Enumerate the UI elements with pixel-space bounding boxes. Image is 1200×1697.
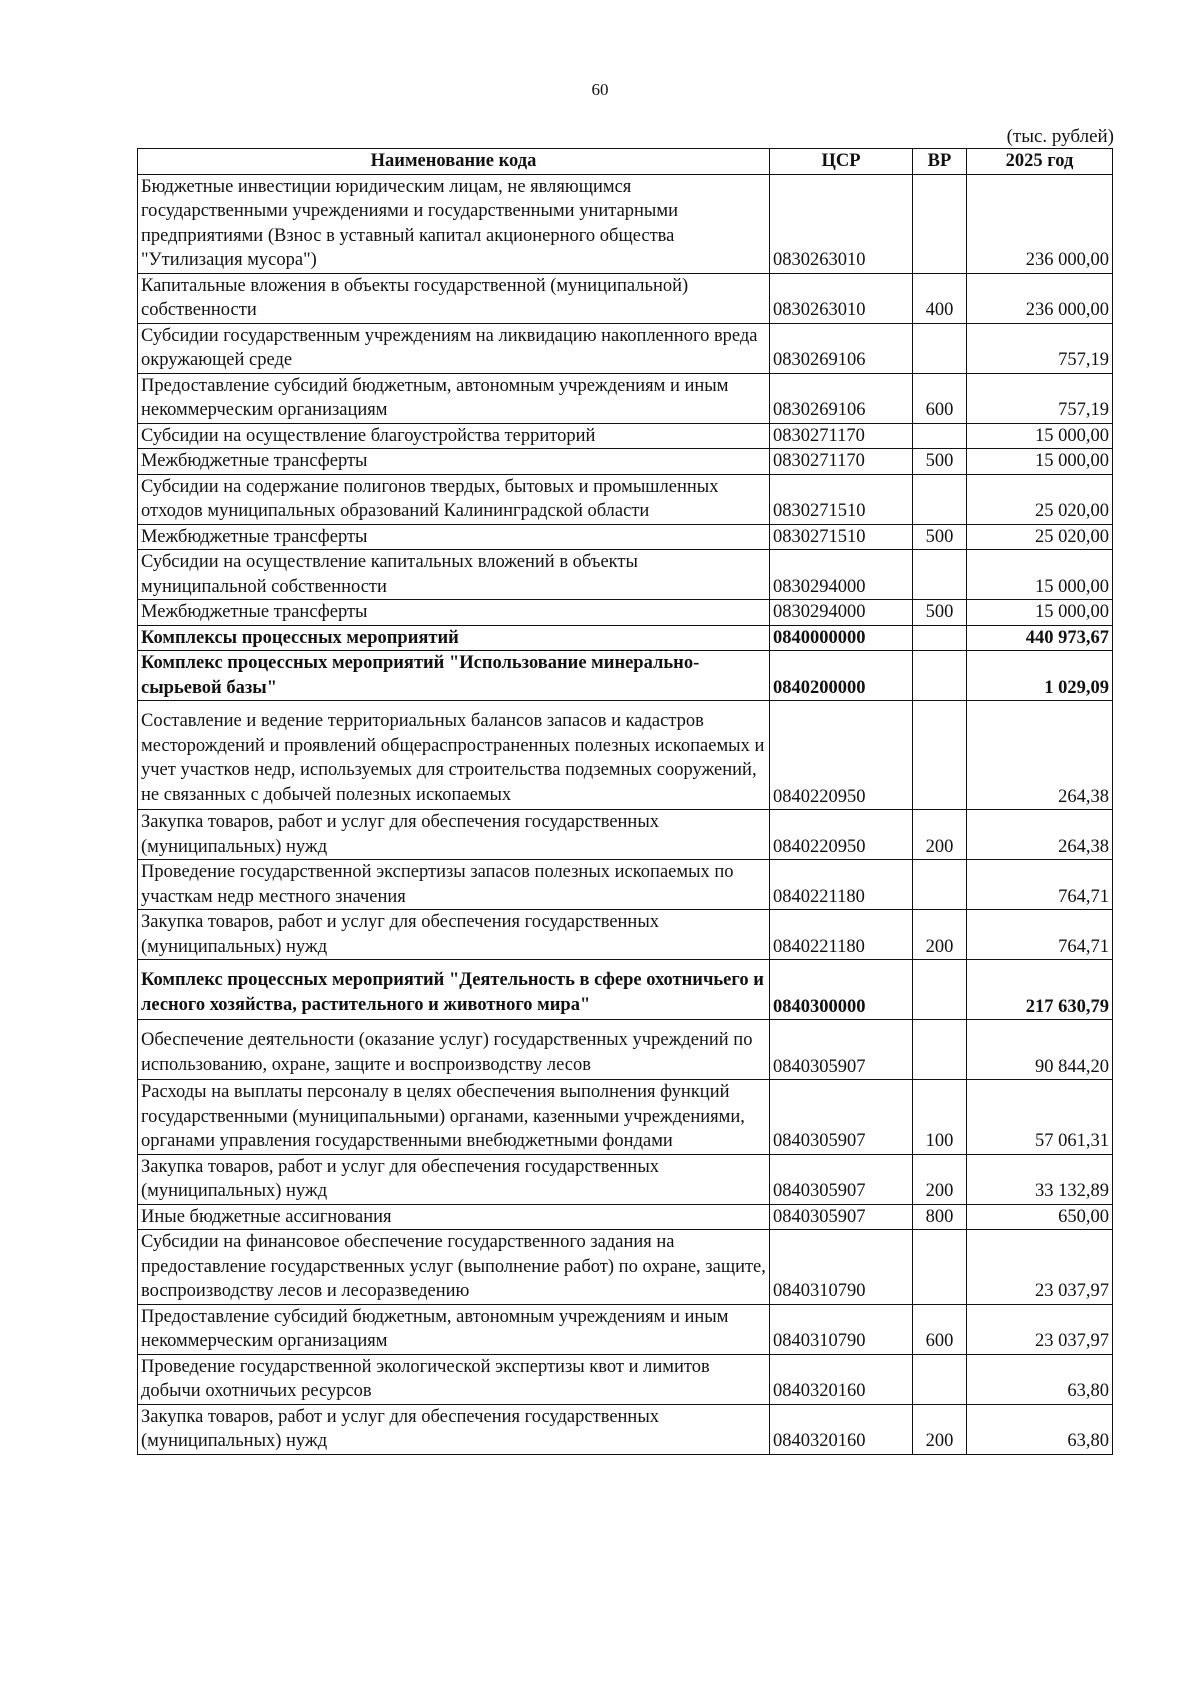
table-row xyxy=(138,1404,1113,1454)
row-name: Закупка товаров, работ и услуг для обеспечения государственных (муниципальных) нужд xyxy=(138,910,770,960)
row-csr-code: 0830263010 xyxy=(770,273,913,323)
row-csr-code: 0840221180 xyxy=(770,860,913,910)
row-name: Обеспечение деятельности (оказание услуг) государственных учреждений по использованию, охране, защите и воспроизводству лесов xyxy=(138,1020,770,1080)
row-vr-code: 400 xyxy=(913,273,967,323)
row-name: Предоставление субсидий бюджетным, автономным учреждениям и иным некоммерческим организациям xyxy=(138,1304,770,1354)
row-vr-code xyxy=(913,423,967,449)
row-amount-2025: 15 000,00 xyxy=(967,449,1113,475)
row-amount-2025: 236 000,00 xyxy=(967,174,1113,273)
row-name: Межбюджетные трансферты xyxy=(138,449,770,475)
row-csr-code: 0830269106 xyxy=(770,323,913,373)
row-name: Предоставление субсидий бюджетным, автономным учреждениям и иным некоммерческим организациям xyxy=(138,373,770,423)
row-name: Комплексы процессных мероприятий xyxy=(138,625,770,651)
row-vr-code: 600 xyxy=(913,1304,967,1354)
table-row xyxy=(138,810,1113,860)
row-amount-2025: 33 132,89 xyxy=(967,1154,1113,1204)
row-csr-code: 0840310790 xyxy=(770,1304,913,1354)
row-name: Комплекс процессных мероприятий "Использование минерально-сырьевой базы" xyxy=(138,651,770,701)
row-name: Межбюджетные трансферты xyxy=(138,600,770,626)
table-row xyxy=(138,1230,1113,1305)
row-amount-2025: 57 061,31 xyxy=(967,1080,1113,1155)
row-vr-code: 200 xyxy=(913,1154,967,1204)
header-csr: ЦСР xyxy=(770,149,913,175)
budget-table xyxy=(137,148,1113,1455)
table-row xyxy=(138,651,1113,701)
row-name: Расходы на выплаты персоналу в целях обеспечения выполнения функций государственными (муниципальными) органами, казенными учреждениями, органами управления государственными внебюджетными фондами xyxy=(138,1080,770,1155)
row-name: Капитальные вложения в объекты государственной (муниципальной) собственности xyxy=(138,273,770,323)
row-csr-code: 0840000000 xyxy=(770,625,913,651)
row-amount-2025: 264,38 xyxy=(967,701,1113,810)
row-name: Закупка товаров, работ и услуг для обеспечения государственных (муниципальных) нужд xyxy=(138,810,770,860)
row-csr-code: 0840220950 xyxy=(770,701,913,810)
table-row xyxy=(138,323,1113,373)
row-vr-code xyxy=(913,174,967,273)
row-csr-code: 0840305907 xyxy=(770,1080,913,1155)
row-amount-2025: 757,19 xyxy=(967,323,1113,373)
row-csr-code: 0840300000 xyxy=(770,960,913,1020)
table-row xyxy=(138,474,1113,524)
table-row xyxy=(138,423,1113,449)
row-amount-2025: 757,19 xyxy=(967,373,1113,423)
row-name: Межбюджетные трансферты xyxy=(138,524,770,550)
table-row xyxy=(138,550,1113,600)
row-name: Закупка товаров, работ и услуг для обеспечения государственных (муниципальных) нужд xyxy=(138,1404,770,1454)
row-amount-2025: 1 029,09 xyxy=(967,651,1113,701)
row-vr-code xyxy=(913,474,967,524)
row-name: Комплекс процессных мероприятий "Деятельность в сфере охотничьего и лесного хозяйства, растительного и животного мира" xyxy=(138,960,770,1020)
row-csr-code: 0840305907 xyxy=(770,1020,913,1080)
table-row xyxy=(138,174,1113,273)
table-row xyxy=(138,1354,1113,1404)
row-name: Субсидии на осуществление капитальных вложений в объекты муниципальной собственности xyxy=(138,550,770,600)
row-csr-code: 0830271170 xyxy=(770,449,913,475)
row-vr-code: 600 xyxy=(913,373,967,423)
table-row xyxy=(138,449,1113,475)
row-csr-code: 0840200000 xyxy=(770,651,913,701)
row-amount-2025: 15 000,00 xyxy=(967,550,1113,600)
row-vr-code xyxy=(913,651,967,701)
row-csr-code: 0830269106 xyxy=(770,373,913,423)
header-year: 2025 год xyxy=(967,149,1113,175)
row-vr-code: 500 xyxy=(913,600,967,626)
table-row xyxy=(138,600,1113,626)
row-vr-code xyxy=(913,860,967,910)
row-amount-2025: 764,71 xyxy=(967,860,1113,910)
table-header xyxy=(138,149,1113,175)
page-number: 60 xyxy=(591,80,609,99)
row-csr-code: 0840305907 xyxy=(770,1154,913,1204)
table-row xyxy=(138,860,1113,910)
row-name: Субсидии на осуществление благоустройства территорий xyxy=(138,423,770,449)
table-row xyxy=(138,1304,1113,1354)
row-vr-code xyxy=(913,1020,967,1080)
row-name: Субсидии на финансовое обеспечение государственного задания на предоставление государственных услуг (выполнение работ) по охране, защите, воспроизводству лесов и лесоразведению xyxy=(138,1230,770,1305)
row-csr-code: 0830271510 xyxy=(770,524,913,550)
row-name: Составление и ведение территориальных балансов запасов и кадастров месторождений и проявлений общераспространенных полезных ископаемых и учет участков недр, используемых для строительства подземных сооружений, не связанных с добычей полезных ископаемых xyxy=(138,701,770,810)
row-amount-2025: 25 020,00 xyxy=(967,524,1113,550)
row-amount-2025: 63,80 xyxy=(967,1354,1113,1404)
table-row xyxy=(138,1020,1113,1080)
row-vr-code xyxy=(913,550,967,600)
row-amount-2025: 15 000,00 xyxy=(967,423,1113,449)
row-csr-code: 0840305907 xyxy=(770,1204,913,1230)
row-csr-code: 0840220950 xyxy=(770,810,913,860)
header-vr: ВР xyxy=(913,149,967,175)
row-vr-code: 200 xyxy=(913,910,967,960)
row-csr-code: 0830271510 xyxy=(770,474,913,524)
header-row xyxy=(138,149,1113,175)
row-amount-2025: 440 973,67 xyxy=(967,625,1113,651)
row-vr-code: 500 xyxy=(913,524,967,550)
row-name: Проведение государственной экспертизы запасов полезных ископаемых по участкам недр местного значения xyxy=(138,860,770,910)
row-csr-code: 0840310790 xyxy=(770,1230,913,1305)
table-row xyxy=(138,524,1113,550)
table-row xyxy=(138,1080,1113,1155)
row-amount-2025: 764,71 xyxy=(967,910,1113,960)
row-csr-code: 0840320160 xyxy=(770,1354,913,1404)
row-vr-code xyxy=(913,701,967,810)
row-csr-code: 0830271170 xyxy=(770,423,913,449)
row-name: Иные бюджетные ассигнования xyxy=(138,1204,770,1230)
row-vr-code xyxy=(913,1230,967,1305)
row-vr-code xyxy=(913,323,967,373)
row-csr-code: 0830263010 xyxy=(770,174,913,273)
row-name: Субсидии на содержание полигонов твердых, бытовых и промышленных отходов муниципальных образований Калининградской области xyxy=(138,474,770,524)
row-vr-code xyxy=(913,625,967,651)
table-row xyxy=(138,1154,1113,1204)
row-amount-2025: 650,00 xyxy=(967,1204,1113,1230)
row-amount-2025: 236 000,00 xyxy=(967,273,1113,323)
row-amount-2025: 25 020,00 xyxy=(967,474,1113,524)
units-label: (тыс. рублей) xyxy=(1006,126,1114,147)
row-csr-code: 0840320160 xyxy=(770,1404,913,1454)
row-amount-2025: 23 037,97 xyxy=(967,1230,1113,1305)
row-csr-code: 0830294000 xyxy=(770,600,913,626)
row-vr-code xyxy=(913,960,967,1020)
row-vr-code: 200 xyxy=(913,810,967,860)
row-amount-2025: 90 844,20 xyxy=(967,1020,1113,1080)
table-row xyxy=(138,701,1113,810)
table-body xyxy=(138,174,1113,1454)
table-row xyxy=(138,625,1113,651)
row-name: Проведение государственной экологической экспертизы квот и лимитов добычи охотничьих ресурсов xyxy=(138,1354,770,1404)
row-amount-2025: 264,38 xyxy=(967,810,1113,860)
table-row xyxy=(138,273,1113,323)
row-name: Бюджетные инвестиции юридическим лицам, не являющимся государственными учреждениями и государственными унитарными предприятиями (Взнос в уставный капитал акционерного общества "Утилизация мусора") xyxy=(138,174,770,273)
row-csr-code: 0840221180 xyxy=(770,910,913,960)
row-vr-code: 200 xyxy=(913,1404,967,1454)
row-vr-code xyxy=(913,1354,967,1404)
row-amount-2025: 23 037,97 xyxy=(967,1304,1113,1354)
row-name: Субсидии государственным учреждениям на ликвидацию накопленного вреда окружающей среде xyxy=(138,323,770,373)
row-amount-2025: 217 630,79 xyxy=(967,960,1113,1020)
row-vr-code: 800 xyxy=(913,1204,967,1230)
row-vr-code: 500 xyxy=(913,449,967,475)
row-name: Закупка товаров, работ и услуг для обеспечения государственных (муниципальных) нужд xyxy=(138,1154,770,1204)
row-vr-code: 100 xyxy=(913,1080,967,1155)
table-row xyxy=(138,960,1113,1020)
table-row xyxy=(138,373,1113,423)
row-csr-code: 0830294000 xyxy=(770,550,913,600)
table-row xyxy=(138,1204,1113,1230)
table-row xyxy=(138,910,1113,960)
row-amount-2025: 63,80 xyxy=(967,1404,1113,1454)
header-name: Наименование кода xyxy=(138,149,770,175)
row-amount-2025: 15 000,00 xyxy=(967,600,1113,626)
